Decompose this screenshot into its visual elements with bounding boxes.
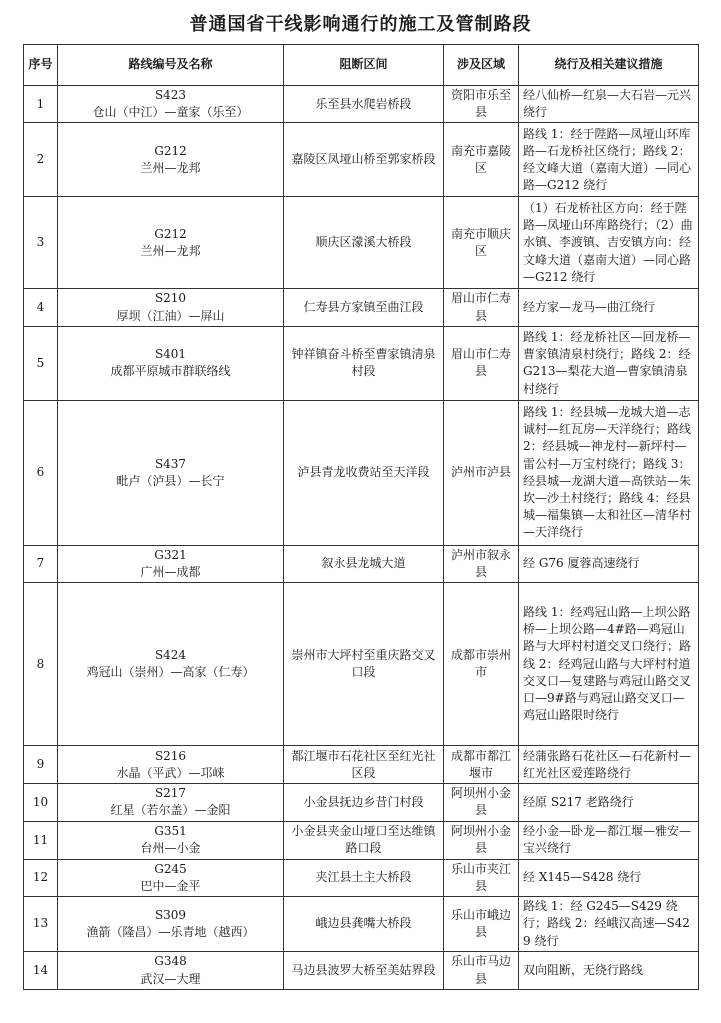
route-cell bbox=[58, 326, 284, 400]
block-section: 小金县夹金山垭口至达维镇路口段 bbox=[284, 821, 444, 859]
row-number bbox=[24, 400, 58, 545]
row-number bbox=[24, 952, 58, 990]
route-name: 渔箭（隆昌）—乐青地（越西） bbox=[86, 925, 255, 940]
route-code: G212 bbox=[154, 143, 187, 158]
row-number-text: 5 bbox=[36, 355, 45, 370]
row-number bbox=[24, 545, 58, 582]
table-row bbox=[24, 821, 699, 859]
block-section: 都江堰市石花社区至红光社区段 bbox=[284, 746, 444, 784]
table-row bbox=[24, 400, 699, 545]
route-code: S217 bbox=[154, 786, 187, 801]
detour-cell: 经小金—卧龙—都江堰—雅安—宝兴绕行 bbox=[519, 821, 699, 859]
row-number bbox=[24, 289, 58, 326]
detour-cell: 路线 1：经 G245—S429 绕行；路线 2：经峨汉高速—S429 绕行 bbox=[519, 897, 699, 952]
area-cell: 阿坝州小金县 bbox=[444, 821, 519, 859]
route-name: 兰州—龙邦 bbox=[140, 160, 201, 175]
block-section: 仁寿县方家镇至曲江段 bbox=[284, 289, 444, 326]
block-section: 嘉陵区凤垭山桥至郭家桥段 bbox=[284, 123, 444, 197]
table-row bbox=[24, 545, 699, 582]
route-code: G245 bbox=[154, 861, 187, 876]
block-section: 马边县波罗大桥至美姑界段 bbox=[284, 952, 444, 990]
route-cell bbox=[58, 545, 284, 582]
row-number-text: 13 bbox=[32, 916, 49, 931]
area-cell: 资阳市乐至县 bbox=[444, 86, 519, 123]
header-area: 涉及区域 bbox=[444, 45, 519, 86]
route-cell bbox=[58, 746, 284, 784]
row-number-text: 12 bbox=[32, 870, 49, 885]
row-number-text: 8 bbox=[36, 656, 45, 671]
route-code: S210 bbox=[154, 291, 187, 306]
route-name: 兰州—龙邦 bbox=[140, 243, 201, 258]
area-cell: 眉山市仁寿县 bbox=[444, 289, 519, 326]
route-name: 厚坝（江油）—屏山 bbox=[116, 308, 225, 323]
header-detour: 绕行及相关建议措施 bbox=[519, 45, 699, 86]
area-cell: 阿坝州小金县 bbox=[444, 784, 519, 821]
row-number-text: 4 bbox=[36, 300, 45, 314]
detour-cell: 经八仙桥—红泉—大石岩—元兴绕行 bbox=[519, 86, 699, 123]
route-cell bbox=[58, 859, 284, 896]
row-number-text: 9 bbox=[36, 757, 45, 772]
row-number-text: 1 bbox=[36, 96, 45, 111]
route-code: G321 bbox=[154, 547, 187, 562]
area-cell: 乐山市峨边县 bbox=[444, 897, 519, 952]
route-cell bbox=[58, 289, 284, 326]
detour-cell: 路线 1：经县城—龙城大道—志诚村—红瓦房—天洋绕行；路线 2：经县城—神龙村—新坪村—雷公村—万宝村绕行；路线 3：经县城—龙湖大道—高铁站—朱坎—沙土村绕行；路线 4：经县城—福集镇—太和社区—清华村—天洋绕行 bbox=[519, 400, 699, 545]
route-name: 水晶（平武）—邛崃 bbox=[116, 765, 225, 780]
route-code: G351 bbox=[154, 823, 187, 838]
route-code: G212 bbox=[154, 226, 187, 241]
route-name: 成都平原城市群联络线 bbox=[110, 364, 231, 379]
area-cell: 成都市崇州市 bbox=[444, 583, 519, 746]
header-block: 阻断区间 bbox=[284, 45, 444, 86]
block-section: 泸县青龙收费站至天洋段 bbox=[284, 400, 444, 545]
block-section: 乐至县水爬岩桥段 bbox=[284, 86, 444, 123]
table-row bbox=[24, 197, 699, 289]
route-cell bbox=[58, 86, 284, 123]
route-cell bbox=[58, 197, 284, 289]
route-name: 毗卢（泸县）—长宁 bbox=[116, 473, 225, 488]
area-cell: 眉山市仁寿县 bbox=[444, 326, 519, 400]
table-row bbox=[24, 859, 699, 896]
route-cell bbox=[58, 897, 284, 952]
table-row bbox=[24, 583, 699, 746]
route-cell bbox=[58, 123, 284, 197]
route-code: S401 bbox=[154, 347, 187, 362]
route-code: S309 bbox=[154, 907, 187, 922]
area-cell: 泸州市叙永县 bbox=[444, 545, 519, 582]
table-row bbox=[24, 86, 699, 123]
page-title: 普通国省干线影响通行的施工及管制路段 bbox=[189, 14, 532, 35]
detour-cell: 双向阻断，无绕行路线 bbox=[519, 952, 699, 990]
area-cell: 南充市顺庆区 bbox=[444, 197, 519, 289]
route-code: S424 bbox=[154, 648, 187, 663]
block-section: 峨边县龚嘴大桥段 bbox=[284, 897, 444, 952]
route-cell bbox=[58, 400, 284, 545]
detour-cell: 路线 1：经于陛路—凤垭山环库路—石龙桥社区绕行；路线 2：经文峰大道（嘉南大道）—同心路—G212 绕行 bbox=[519, 123, 699, 197]
block-section: 顺庆区濛溪大桥段 bbox=[284, 197, 444, 289]
row-number-text: 6 bbox=[36, 465, 45, 480]
detour-cell: 路线 1：经鸡冠山路—上坝公路桥—上坝公路—4#路—鸡冠山路与大坪村村道交叉口绕行；路线 2：经鸡冠山路与大坪村村道交叉口—复建路与鸡冠山路交叉口—9#路与鸡冠山路交叉口—鸡冠山路限时绕行 bbox=[519, 583, 699, 746]
route-cell bbox=[58, 784, 284, 821]
table-row bbox=[24, 952, 699, 990]
route-name: 广州—成都 bbox=[140, 565, 201, 580]
detour-cell: 路线 1：经龙桥社区—回龙桥—曹家镇清泉村绕行；路线 2：经 G213—梨花大道—曹家镇清泉村绕行 bbox=[519, 326, 699, 400]
block-section: 叙永县龙城大道 bbox=[284, 545, 444, 582]
area-cell: 成都市都江堰市 bbox=[444, 746, 519, 784]
row-number-text: 10 bbox=[32, 794, 49, 809]
table-row bbox=[24, 784, 699, 821]
row-number bbox=[24, 784, 58, 821]
row-number bbox=[24, 123, 58, 197]
table-row bbox=[24, 123, 699, 197]
header-route: 路线编号及名称 bbox=[58, 45, 284, 86]
table-row bbox=[24, 326, 699, 400]
table-header-row bbox=[24, 45, 699, 86]
route-name: 仓山（中江）—童家（乐至） bbox=[92, 105, 249, 120]
route-code: S423 bbox=[154, 88, 187, 102]
detour-cell: （1）石龙桥社区方向：经于陛路—凤垭山环库路绕行；（2）曲水镇、李渡镇、吉安镇方向：经文峰大道（嘉南大道）—同心路—G212 绕行 bbox=[519, 197, 699, 289]
route-cell bbox=[58, 952, 284, 990]
route-name: 武汉—大理 bbox=[140, 971, 201, 986]
area-cell: 南充市嘉陵区 bbox=[444, 123, 519, 197]
detour-cell: 经 G76 厦蓉高速绕行 bbox=[519, 545, 699, 582]
row-number bbox=[24, 746, 58, 784]
route-code: G348 bbox=[154, 954, 187, 969]
row-number bbox=[24, 859, 58, 896]
route-code: S437 bbox=[154, 456, 187, 471]
table-row bbox=[24, 897, 699, 952]
block-section: 钟祥镇奋斗桥至曹家镇清泉村段 bbox=[284, 326, 444, 400]
block-section: 崇州市大坪村至重庆路交叉口段 bbox=[284, 583, 444, 746]
detour-cell: 经 X145—S428 绕行 bbox=[519, 859, 699, 896]
route-name: 鸡冠山（崇州）—高家（仁寿） bbox=[86, 665, 255, 680]
route-cell bbox=[58, 583, 284, 746]
detour-cell: 经蒲张路石花社区—石花新村—红光社区爱莲路绕行 bbox=[519, 746, 699, 784]
area-cell: 泸州市泸县 bbox=[444, 400, 519, 545]
row-number bbox=[24, 197, 58, 289]
route-name: 台州—小金 bbox=[140, 841, 201, 856]
table-body bbox=[24, 86, 699, 990]
row-number-text: 2 bbox=[36, 152, 45, 167]
table-row bbox=[24, 746, 699, 784]
header-num: 序号 bbox=[24, 45, 58, 86]
block-section: 夹江县土主大桥段 bbox=[284, 859, 444, 896]
road-control-table bbox=[23, 44, 699, 990]
row-number bbox=[24, 897, 58, 952]
route-cell bbox=[58, 821, 284, 859]
route-name: 巴中—金平 bbox=[140, 878, 201, 893]
row-number bbox=[24, 583, 58, 746]
route-name: 红星（若尔盖）—金阳 bbox=[110, 803, 231, 818]
row-number-text: 11 bbox=[32, 832, 49, 847]
area-cell: 乐山市马边县 bbox=[444, 952, 519, 990]
row-number bbox=[24, 326, 58, 400]
detour-cell: 经方家—龙马—曲江绕行 bbox=[519, 289, 699, 326]
detour-cell: 经原 S217 老路绕行 bbox=[519, 784, 699, 821]
row-number bbox=[24, 821, 58, 859]
area-cell: 乐山市夹江县 bbox=[444, 859, 519, 896]
route-code: S216 bbox=[154, 748, 187, 763]
row-number-text: 3 bbox=[36, 235, 45, 250]
row-number-text: 14 bbox=[32, 962, 49, 977]
row-number-text: 7 bbox=[36, 556, 45, 571]
table-row bbox=[24, 289, 699, 326]
block-section: 小金县抚边乡昔门村段 bbox=[284, 784, 444, 821]
row-number bbox=[24, 86, 58, 123]
